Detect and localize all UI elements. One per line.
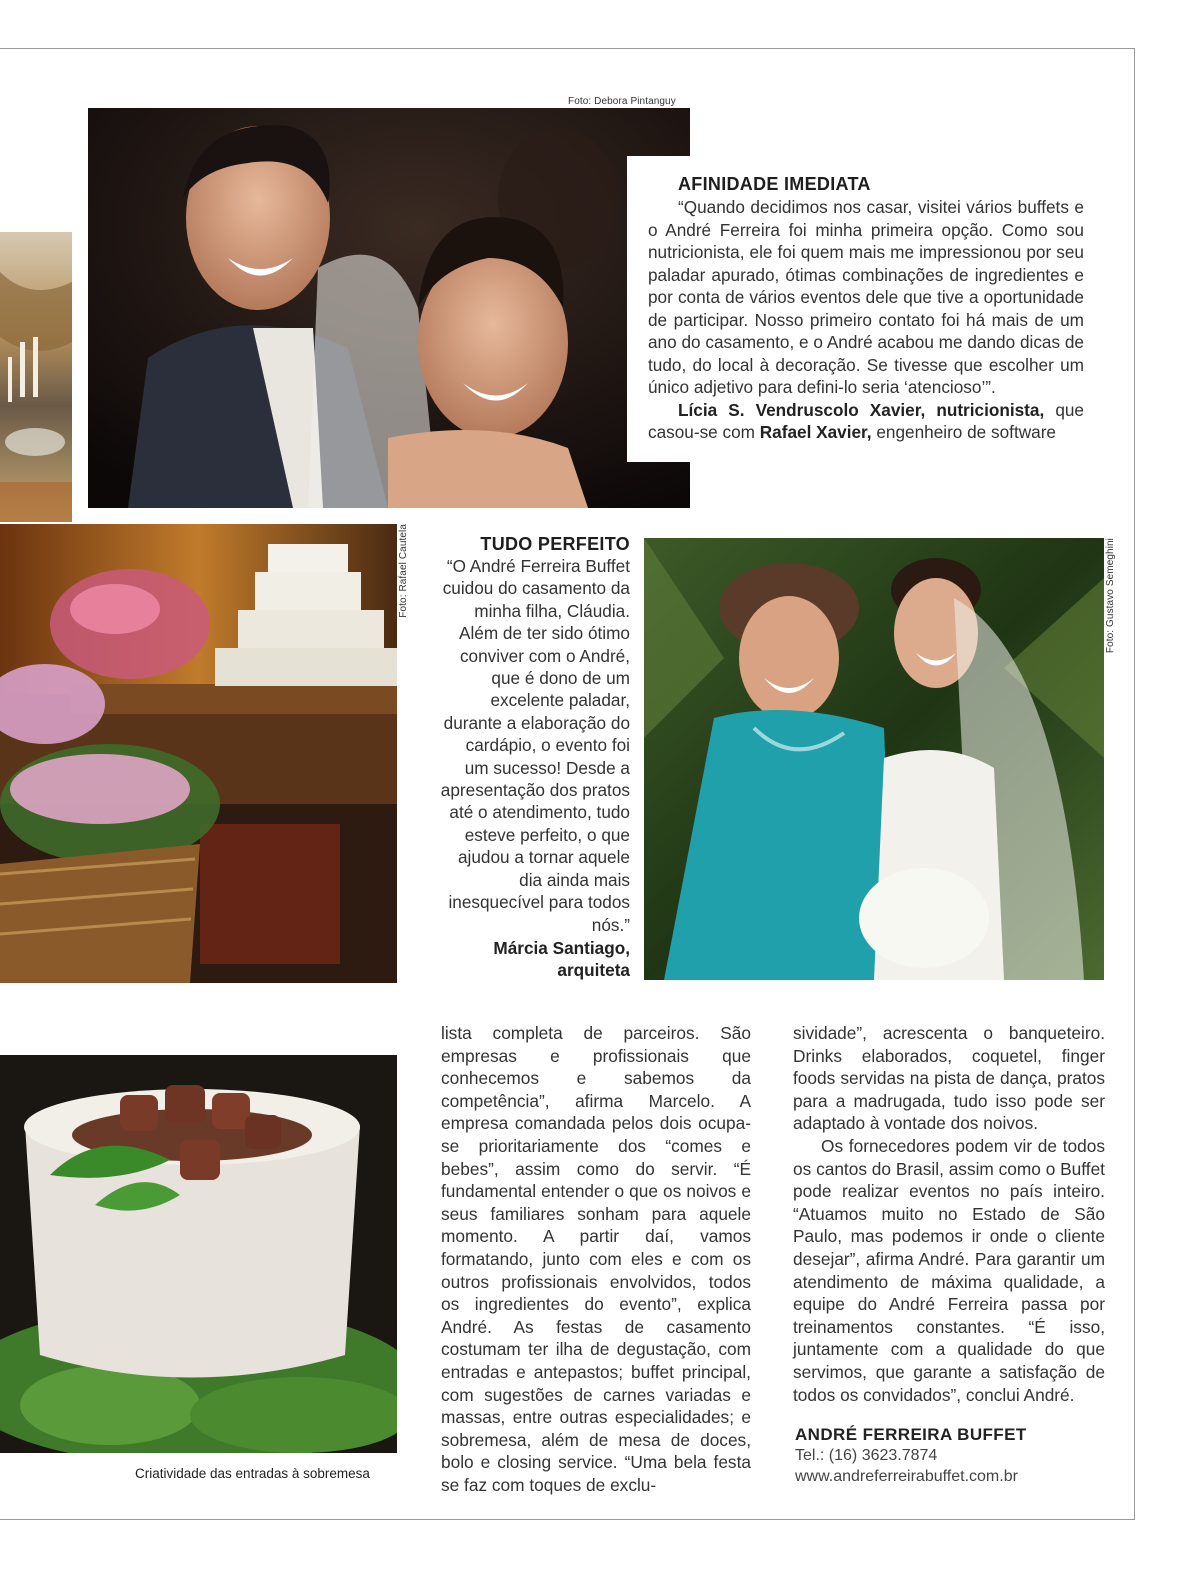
chandelier-photo xyxy=(0,232,72,522)
testimonial-1-author: Lícia S. Vendruscolo Xavier, nutricionista, xyxy=(678,399,1045,420)
article-column-2-paragraph-1: sividade”, acrescenta o banqueteiro. Drinks elaborados, coquetel, finger foods servidas na pista de dança, pratos para a madrugada, tudo isso pode ser adaptado à vontade dos noivos. xyxy=(793,1023,1105,1134)
article-column-1-text: lista completa de parceiros. São empresas e profissionais que conhecemos e sabemos da competência”, afirma Marcelo. A empresa comandada pelos dois ocupa-se prioritariamente dos “comes e bebes”, assim como do servir. “É fundamental entender o que os noivos e seus familiares sonham para aquele momento. A partir daí, vamos formatando, junto com eles e com os outros profissionais envolvidos, todos os ingredientes do evento”, explica André. As festas de casamento costumam ter ilha de degustação, com entradas e antepastos; buffet principal, com sugestões de carnes variadas e massas, entre outras especialidades; e sobremesa, além de mesa de doces, bolo e closing service. “Uma bela festa se faz com toques de exclu- xyxy=(441,1023,751,1495)
testimonial-2-role: arquiteta xyxy=(557,960,630,981)
contact-name: ANDRÉ FERREIRA BUFFET xyxy=(795,1425,1027,1444)
dessert-photo xyxy=(0,1055,397,1453)
testimonial-box-1 xyxy=(627,156,1097,462)
couple-photo xyxy=(88,108,690,508)
dessert-caption: Criatividade das entradas à sobremesa xyxy=(135,1466,370,1481)
testimonial-1-heading: AFINIDADE IMEDIATA xyxy=(678,174,871,194)
testimonial-2-heading: TUDO PERFEITO xyxy=(480,534,630,554)
cake-table-photo xyxy=(0,524,397,983)
contact-phone: Tel.: (16) 3623.7874 xyxy=(795,1447,938,1464)
testimonial-2-author: Márcia Santiago, xyxy=(493,937,630,958)
testimonial-1-quote: “Quando decidimos nos casar, visitei vários buffets e o André Ferreira foi minha primeira opção. Como sou nutricionista, ele foi quem mais me impressionou por seu paladar apurado, ótimas combinações de ingredientes e por conta de vários eventos dele que tive a oportunidade de participar. Nosso primeiro contato foi há mais de um ano do casamento, e o André acabou me dando dicas de tudo, do local à decoração. Se tivesse que escolher um único adjetivo para defini-lo seria ‘atencioso’”. xyxy=(648,197,1084,397)
testimonial-1-spouse: Rafael Xavier, xyxy=(759,422,872,442)
article-column-1 xyxy=(441,1022,751,1496)
mother-daughter-photo xyxy=(644,538,1104,980)
couple-photo-credit: Foto: Debora Pintanguy xyxy=(568,96,676,107)
mother-daughter-photo-credit: Foto: Gustavo Semeghini xyxy=(1105,538,1116,654)
testimonial-box-2 xyxy=(438,534,630,984)
article-column-2-paragraph-2: Os fornecedores podem vir de todos os cantos do Brasil, assim como o Buffet pode realizar eventos no país inteiro. “Atuamos muito no Estado de São Paulo, mas podemos ir onde o cliente desejar”, afirma André. Para garantir um atendimento de máxima qualidade, a equipe do André Ferreira passa por treinamentos constantes. “É isso, juntamente com a qualidade do que servimos, que garante a satisfação de todos os convidados”, conclui André. xyxy=(793,1135,1105,1405)
contact-block xyxy=(795,1424,1027,1487)
testimonial-2-quote: “O André Ferreira Buffet cuidou do casamento da minha filha, Cláudia. Além de ter sido ótimo conviver com o André, que é dono de um excelente paladar, durante a elaboração do cardápio, o evento foi um sucesso! Desde a apresentação dos pratos até o atendimento, tudo esteve perfeito, o que ajudou a tornar aquele dia ainda mais inesquecível para todos nós.” xyxy=(440,556,630,935)
contact-website[interactable]: www.andreferreirabuffet.com.br xyxy=(795,1468,1018,1485)
article-column-2 xyxy=(793,1022,1105,1406)
testimonial-1-attribution: Lícia S. Vendruscolo Xavier, nutricionista, que casou-se com Rafael Xavier, engenheiro de software xyxy=(648,399,1084,442)
cake-photo-credit: Foto: Rafael Cautela xyxy=(398,524,409,618)
